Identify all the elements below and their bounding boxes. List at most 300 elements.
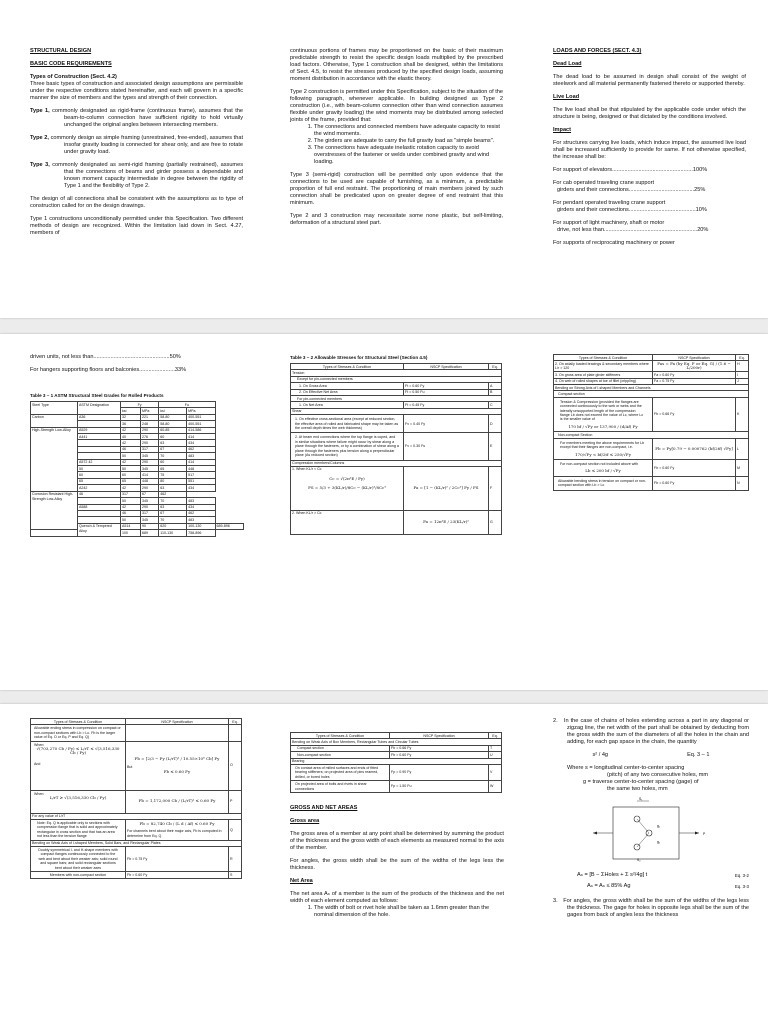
table-cell: 448 bbox=[141, 478, 159, 484]
label-g2: g₂ bbox=[657, 840, 661, 844]
steel-type-quench: Quench & Tempered Alloy bbox=[78, 523, 121, 536]
table-cell bbox=[31, 790, 126, 813]
table-header: Types of Stresses & Condition bbox=[291, 364, 404, 370]
table-cell: 65 bbox=[78, 478, 121, 484]
equation-number: Eq. 3-3 bbox=[734, 884, 749, 889]
table-cell: Bearing bbox=[291, 758, 502, 764]
table-cell: 290 bbox=[141, 504, 159, 510]
table-row bbox=[291, 415, 502, 433]
table-row bbox=[291, 781, 502, 793]
table-cell: 400-551 bbox=[187, 414, 215, 420]
table-cell: Fb = 0.60 Fy bbox=[653, 476, 736, 490]
table-header: ksi bbox=[159, 408, 187, 414]
equation-number: Eq. 3-2 bbox=[734, 873, 749, 878]
table-header: Types of Stresses & Condition bbox=[554, 355, 653, 361]
table-cell: G bbox=[489, 510, 502, 534]
table-cell: For pin-connected members bbox=[291, 396, 502, 402]
table-cell: F bbox=[489, 466, 502, 510]
table-cell: 110-130 bbox=[159, 530, 187, 536]
table-cell: 63 bbox=[159, 504, 187, 510]
table-cell bbox=[554, 459, 653, 476]
table-cell: 462 bbox=[159, 491, 187, 497]
compact-description: Tension & Compression (provided the flanges are connected continuously to the web or webs and the laterally unsupported length of the compression flange Lb does not exceed the value of Lc, where Lc is the smaller value of bbox=[560, 399, 644, 422]
compact-lc-equation: 170 bf / √Fy or 137,900 / (d/Af) Fy bbox=[568, 423, 638, 429]
table-header: ASTM Designation bbox=[78, 402, 121, 415]
table-cell: Fb = 0.75 Fy bbox=[126, 847, 229, 872]
where-line: g = traverse center-to-center spacing (gage) of bbox=[583, 779, 699, 785]
table-cell: 46 bbox=[121, 446, 141, 452]
table-cell: 689 bbox=[141, 530, 159, 536]
fb-p-equation: Fb = 1,172,000 Cb / (L/rT)² ≤ 0.60 Fy bbox=[126, 790, 229, 813]
basic-code-heading: BASIC CODE REQUIREMENTS bbox=[30, 61, 112, 67]
table-weak-axis-bearing bbox=[290, 732, 502, 793]
page3-column-3 bbox=[553, 718, 749, 925]
table-cell bbox=[31, 741, 126, 790]
table-header: NSCP Specification bbox=[653, 355, 736, 361]
table-cell: 63 bbox=[159, 485, 187, 491]
table-row bbox=[291, 466, 502, 510]
live-load-heading: Live Load bbox=[553, 94, 580, 100]
page-3 bbox=[0, 704, 768, 1024]
fb-q-note: For channels bent about their major axis, Fb is computed in determine from Eq. Q bbox=[127, 829, 222, 838]
net-area-equation: Aₙ = [B − ΣHoles + Σ s²/4g] t bbox=[577, 872, 648, 878]
table-cell: 70 bbox=[159, 498, 187, 504]
elevators-line: For support of elevators....................................................100% bbox=[553, 167, 708, 173]
table-cell: A572 42 bbox=[78, 459, 121, 465]
table-row bbox=[554, 397, 749, 431]
angles-text: For angles, the gross width shall be the sum of the widths of the legs less the thickness. The gage for holes in opposite legs shall be the sum of the gages from back of angles less the thickness bbox=[563, 898, 749, 918]
table-header: Eq. bbox=[489, 733, 502, 739]
page2-column-1 bbox=[30, 354, 245, 537]
table-row bbox=[31, 725, 242, 741]
table-cell bbox=[291, 466, 404, 510]
type1-paragraph bbox=[30, 108, 243, 129]
table-cell: U bbox=[489, 752, 502, 758]
table-header: Eq. bbox=[736, 355, 749, 361]
table-cell: 2. On axially loaded bracings & secondary members where L/r > 120 bbox=[554, 361, 653, 372]
table-cell: A441 bbox=[78, 434, 121, 440]
table-cell: 58-80 bbox=[159, 421, 187, 427]
table-cell: E bbox=[489, 433, 502, 460]
table-cell: 46 bbox=[78, 491, 121, 497]
table-cell: 42 bbox=[121, 427, 141, 433]
table-row bbox=[31, 847, 242, 872]
table-cell: 63 bbox=[159, 440, 187, 446]
table-header: NSCP Specification bbox=[404, 364, 489, 370]
label-p: P bbox=[703, 832, 706, 836]
cab-crane-line-2: girders and their connections..........................................25% bbox=[557, 187, 706, 193]
table-cell: Fp = 0.90 Fy bbox=[390, 765, 489, 781]
where-line: (pitch) of any two consecutive holes, mm bbox=[607, 772, 709, 778]
table-cell: S bbox=[229, 872, 242, 878]
gross-net-areas-heading: GROSS AND NET AREAS bbox=[290, 805, 358, 812]
table-cell: 345 bbox=[141, 453, 159, 459]
table-cell: 58-80 bbox=[159, 414, 187, 420]
table-cell: P bbox=[229, 790, 242, 813]
table-cell: Allowable ending stress in compression on compact or non-compact sections with Lb > Lc. Fb is the larger value of Eq. O or Eq. P and Eq. Q) bbox=[31, 725, 126, 741]
table-cell: 67 bbox=[141, 491, 159, 497]
list-item: 2. The girders are adequate to carry the full gravity load as "simple beams". bbox=[314, 138, 503, 145]
table-cell: 75 bbox=[159, 472, 187, 478]
table-cell: Fb = 0.60 Fy bbox=[390, 752, 489, 758]
table-3-2-caption: Table 3 – 2 Allowable Stresses for Structural Steel (Section 4.5) bbox=[290, 355, 428, 360]
reciprocating-line: For supports of reciprocating machinery or power bbox=[553, 240, 675, 246]
table-3-2 bbox=[290, 363, 502, 535]
steel-type-hsla: High-Strength Low-Alloy bbox=[31, 427, 78, 491]
table-cell: 36 bbox=[121, 421, 141, 427]
table-cell: 248 bbox=[141, 421, 159, 427]
pendant-crane-line-2: girders and their connections...........................................10% bbox=[557, 207, 707, 213]
fa2-equation: Fa = 12π²E / 23(KL/r)² bbox=[404, 510, 489, 534]
table-cell: 50 bbox=[121, 498, 141, 504]
table-cell: Ft = 0.50 Fu bbox=[404, 389, 489, 395]
structural-design-title: STRUCTURAL DESIGN bbox=[30, 48, 92, 54]
noncompact-description: For members meeting the above requirements for Lb except that their flanges are non-compact, i.e. bbox=[560, 440, 645, 450]
driven-units-line: driven units, not less than.................................................50% bbox=[30, 354, 181, 360]
chain-line bbox=[637, 833, 649, 847]
list-item: 1. The connections and connected members have adequate capacity to resist the wind moments. bbox=[314, 124, 503, 138]
table-cell: 65 bbox=[159, 466, 187, 472]
table-cell: 100 bbox=[121, 530, 141, 536]
table-cell: Compression members/Columns bbox=[291, 460, 502, 466]
table-row bbox=[291, 510, 502, 534]
table-cell: Bending on Weak Axis of I-shaped Members, Solid Bars, and Rectangular Plates bbox=[31, 840, 242, 846]
table-cell bbox=[126, 820, 229, 841]
table-header: Fy bbox=[121, 402, 159, 408]
table-cell: 67 bbox=[159, 446, 187, 452]
steel-type-corrosion: Corrosion Resistant High-Strength Low-Alloy bbox=[31, 491, 78, 529]
type2-conditions-list bbox=[290, 124, 503, 166]
table-cell: 42 bbox=[121, 440, 141, 446]
table-cell: 60-85 bbox=[159, 427, 187, 433]
table-cell: Shear bbox=[291, 408, 502, 414]
page1-column-1 bbox=[30, 48, 243, 243]
when-label: When: bbox=[34, 742, 45, 747]
notincluded-description: For non-compact section not included above with bbox=[560, 461, 639, 466]
table-cell: 290 bbox=[141, 485, 159, 491]
table-cell: On contact area of milled surfaces and ends of fitted bearing stiffeners; on projected area of pins reamed, drilled, or bored holes bbox=[291, 765, 390, 781]
page-2 bbox=[0, 334, 768, 690]
impact-heading: Impact bbox=[553, 127, 572, 133]
table-cell: 345 bbox=[141, 498, 159, 504]
table-cell: 1. On Gross Area bbox=[291, 383, 404, 389]
type3-text: commonly designated as semi-rigid framing (partially restrained), assumes that the connections of beams and girder possess a dependable and known moment capacity intermediate in degree between the rigidity of Type 1 and the flexibility of Type 2. bbox=[52, 162, 243, 189]
table-cell: 400-551 bbox=[187, 421, 215, 427]
table-cell: Fb = 0.66 Fy bbox=[390, 745, 489, 751]
page2-column-3 bbox=[553, 354, 749, 491]
table-cell: 483 bbox=[187, 453, 215, 459]
table-cell: Members with non-compact section bbox=[31, 872, 126, 878]
table-header: Eq. bbox=[229, 719, 242, 725]
item-number: 2. bbox=[553, 718, 558, 724]
table-cell: 32 bbox=[121, 414, 141, 420]
table-cell: Bending on Strong Axis of I-shaped Members and Channels bbox=[554, 385, 749, 391]
chain-line bbox=[637, 819, 649, 833]
table-cell: Fb = Fy[0.79 − 0.000762 (bf/2tf) √Fy] bbox=[653, 438, 736, 459]
table-header: NSCP Specification bbox=[126, 719, 229, 725]
net-area-heading: Net Area bbox=[290, 878, 313, 885]
when-label: When: bbox=[34, 791, 45, 796]
but-label: But bbox=[127, 765, 133, 770]
table-cell: 462 bbox=[187, 446, 215, 452]
table-cell: T bbox=[489, 745, 502, 751]
cc-equation: Cc = √(2π²E / Fy) bbox=[329, 475, 365, 481]
table-cell: 60 bbox=[78, 472, 121, 478]
table-cell: 462 bbox=[187, 510, 215, 516]
type3-construction-paragraph: Type 3 (semi-rigid) construction will be permitted only upon evidence that the connections to be used are capable of furnishing, as a minimum, a predictable proportion of full end restraint. The proportioning of main members joined by such connection shall be predicated upon on greater degree of end restraint that this minimum. bbox=[290, 172, 503, 206]
type2-paragraph bbox=[30, 135, 243, 156]
table-cell bbox=[229, 725, 242, 741]
table-cell: 50 bbox=[121, 466, 141, 472]
s2g-expression: s² / 4g bbox=[592, 752, 609, 758]
table-header: Eq. bbox=[489, 364, 502, 370]
table-cell: 42 bbox=[121, 485, 141, 491]
label-g1: g₁ bbox=[657, 824, 661, 828]
table-cell: 60 bbox=[159, 434, 187, 440]
types-intro: Three basic types of construction and associated design assumptions are permissible under the respective conditions stated hereinafter, and each will govern in a specific manner the size of members and the types and strength of their connection. bbox=[30, 81, 243, 101]
table-cell bbox=[31, 530, 78, 536]
table-cell: Allowable bending stress in tension on compact or non-compact section with Lb > Lc bbox=[554, 476, 653, 490]
net-area-paragraph: The net area Aₙ of a member is the sum of the products of the thickness and the net width of each element computed as follows: bbox=[290, 891, 504, 905]
table-cell: Compact section bbox=[291, 745, 390, 751]
table-cell: Ft = 0.60 Fy bbox=[404, 383, 489, 389]
table-cell: 483 bbox=[187, 498, 215, 504]
table-cell: A514 bbox=[121, 523, 141, 529]
cab-crane-line-1: For cab operated traveling crane support bbox=[553, 180, 655, 186]
table-cell: Bending on Weak Axis of Box Members, Rectangular Tubes and Circular Tubes bbox=[291, 739, 502, 745]
table-cell: V bbox=[489, 765, 502, 781]
table-cell: Q bbox=[229, 820, 242, 841]
table-3-2-continued bbox=[553, 354, 749, 491]
table-cell: 434 bbox=[187, 440, 215, 446]
table-row bbox=[291, 433, 502, 460]
dead-load-heading: Dead Load bbox=[553, 61, 582, 67]
gross-area-heading: Gross area bbox=[290, 818, 320, 825]
table-cell: 1. On Net Area bbox=[291, 402, 404, 408]
table-cell: On projected area of bolts and rivets in shear connections bbox=[291, 781, 390, 793]
table-cell: 620 bbox=[159, 523, 187, 529]
table-cell: 221 bbox=[141, 414, 159, 420]
table-row bbox=[554, 438, 749, 459]
table-cell: 290 bbox=[141, 427, 159, 433]
type3-label: Type 3, bbox=[30, 162, 50, 168]
table-cell: 65 bbox=[121, 478, 141, 484]
table-header: MPa bbox=[141, 408, 159, 414]
label-s2: S₂ bbox=[637, 858, 641, 862]
table-cell bbox=[126, 741, 229, 790]
table-header: Fu bbox=[159, 402, 215, 408]
table-cell: 42 bbox=[121, 459, 141, 465]
table-row bbox=[291, 765, 502, 781]
table-header: Steel Type bbox=[31, 402, 78, 415]
table-cell: Fa = 0.75 Fy bbox=[653, 378, 736, 384]
table-row bbox=[31, 741, 242, 790]
table-cell: N bbox=[736, 476, 749, 490]
table-cell: R bbox=[229, 847, 242, 872]
condition-o-equation: √(703,270 Cb / Fy) ≤ L/rT ≤ √(3,516,330 Cb / Fy) bbox=[36, 746, 120, 756]
table-cell: 517 bbox=[187, 472, 215, 478]
table-cell: W bbox=[489, 781, 502, 793]
table-cell bbox=[126, 725, 229, 741]
table-cell: 2. At beam end connections where the top flange is coped, and in similar situations where failure might occur by shear along a plane through the fasteners, or by a combination of shear along a plane through the fasteners plus tension along a perpendicular plane (As reduced section) bbox=[291, 433, 404, 460]
table-3-1 bbox=[30, 401, 244, 537]
table-cell: M bbox=[736, 459, 749, 476]
table-header: Types of Stresses & Condition bbox=[291, 733, 390, 739]
table-cell: 70 bbox=[159, 517, 187, 523]
angles-paragraph bbox=[553, 898, 749, 919]
fb-q-equation: Fb = 82,740 Cb / (L d / Af) ≤ 0.60 Fy bbox=[139, 820, 215, 826]
table-header: MPa bbox=[187, 408, 215, 414]
chain-holes-text: In the case of chains of holes extending across a part in any diagonal or zigzag line, the net width of the part shall be obtained by deducting from the gross width the sum of the diameters of all the holes in the chain and adding, for each gap space in the chain, the quantity bbox=[563, 718, 749, 745]
table-cell: C bbox=[489, 402, 502, 408]
label-s1: S₁ bbox=[639, 797, 643, 801]
table-cell: Fp = 1.50 Fu bbox=[390, 781, 489, 793]
table-row bbox=[31, 530, 244, 536]
table-cell: 551 bbox=[187, 478, 215, 484]
fs-equation: FS = 5/3 + 3(KL/r)/8Cc − (KL/r)³/8Cc³ bbox=[308, 485, 386, 491]
table-cell: 317 bbox=[121, 491, 141, 497]
table-cell: Except for pin-connected members bbox=[291, 376, 502, 382]
table-cell: 3. On gross area of plate girder stiffeners bbox=[554, 372, 653, 378]
list-item: 3. The connections have adequate inelastic rotation capacity to avoid overstresses of the fastener or welds under combined gravity and wind loading. bbox=[314, 145, 503, 166]
and-label: And bbox=[34, 761, 41, 766]
type2-text: commonly design as simple framing (unrestrained, free-ended), assumes that insofar gravity loading is connected for shear only, and are free to rotate under gravity load. bbox=[50, 135, 243, 155]
page2-column-2 bbox=[290, 354, 502, 535]
table-cell: A242 bbox=[78, 485, 121, 491]
table-row bbox=[31, 872, 242, 878]
table-cell: 42 bbox=[121, 504, 141, 510]
table-cell: I bbox=[736, 372, 749, 378]
type2-construction-paragraph: Type 2 construction is permitted under this Specification, subject to the situation of the following paragraph, whenever applicable. In building designed as Type 2 construction (i.e., with beam-column connection other than wind connection assumes flexible under gravity loading) the wind moments may be distributed among selected joints of the frame, provided that: bbox=[290, 89, 503, 123]
fa-equation: Fa = [1 − (KL/r)² / 2Cc²] Fy / FS bbox=[404, 466, 489, 510]
table-cell: A588 bbox=[78, 504, 121, 510]
table-cell: Tension bbox=[291, 370, 502, 376]
continuous-frames-paragraph: continuous portions of frames may be proportioned on the basic of their maximum predictable strength to resist the specific design loads multiplied by the prescribed load factors. Otherwise, Type 1 construction shall be designed, within the limitations of Sect. 4.5, to resist the stresses produced by the specified design loads, assuming moment distribution in accordance with the elastic theory. bbox=[290, 48, 503, 82]
table-cell: 100-130 bbox=[187, 523, 215, 529]
type1-label: Type 1, bbox=[30, 108, 50, 114]
type2-type3-deformation-paragraph: Type 2 and 3 construction may necessitate some none plastic, but self-limiting, deformation of a structural steel part. bbox=[290, 213, 503, 226]
light-machinery-line-2: drive, not less than............................................................20% bbox=[557, 227, 709, 233]
table-cell: Fb = 0.60 Fy bbox=[653, 459, 736, 476]
table-cell: Doubly symmetrical I- and H-shape members with compact flanges continuously connected to the web and bent about their weaker axis; solid round and square bars; and solid rectangular sections bent about their weaker axes bbox=[31, 847, 126, 872]
table-cell: A bbox=[489, 383, 502, 389]
fb-o-equation: Fb = [2/3 − Fy (L/rT)² / 10.55×10⁶ Cb] Fy bbox=[134, 756, 220, 762]
table-row bbox=[554, 476, 749, 490]
table-row bbox=[31, 820, 242, 841]
item-number: 3. bbox=[553, 898, 558, 904]
table-header: Types of Stresses & Condition bbox=[31, 719, 126, 725]
table-cell: 434 bbox=[187, 504, 215, 510]
table-cell: H bbox=[736, 361, 749, 372]
page1-column-2 bbox=[290, 48, 503, 233]
table-cell: 345 bbox=[141, 517, 159, 523]
table-cell: 414 bbox=[187, 459, 215, 465]
table-cell: Fas = Fa (by Eq. F or Eq. G) / (1.6 − L/200r) bbox=[653, 361, 736, 372]
table-row bbox=[554, 459, 749, 476]
table-cell: 414 bbox=[141, 472, 159, 478]
table-cell: 317 bbox=[141, 446, 159, 452]
page1-column-3 bbox=[553, 48, 746, 253]
table-cell: 276 bbox=[141, 434, 159, 440]
table-cell: 40 bbox=[121, 434, 141, 440]
equation-3-2 bbox=[553, 872, 749, 879]
live-load-text: The live load shall be that stipulated by the applicable code under which the structure is being, designed or that dictated by the conditions involved. bbox=[553, 107, 746, 120]
noncompact-range-equation: 170/√Fy < bf/2tf ≤ 250/√Fy bbox=[575, 451, 631, 457]
table-cell bbox=[554, 438, 653, 459]
loads-forces-title: LOADS AND FORCES (SECT. 4.3) bbox=[553, 48, 642, 54]
table-cell: Ft = 0.45 Fy bbox=[404, 402, 489, 408]
light-machinery-line-1: For support of light machinery, shaft or motor bbox=[553, 220, 665, 226]
table-cell: J bbox=[736, 378, 749, 384]
table-cell: 290 bbox=[141, 459, 159, 465]
net-area-list bbox=[290, 905, 504, 919]
type2-label: Type 2, bbox=[30, 135, 49, 141]
table-3-1-caption: Table 3 – 1 ASTM Structural Steel Grades for Rolled Products bbox=[30, 393, 164, 398]
arrow-head-left bbox=[593, 832, 597, 835]
table-cell: 90 bbox=[141, 523, 159, 529]
page3-column-1 bbox=[30, 718, 242, 879]
type1-text: commonly designated as rigid-frame (continuous frame), assumes that the beam-to-column connection have sufficient rigidity to hold virtually unchanged the original angles between intersecting members. bbox=[52, 108, 243, 128]
table-cell: K bbox=[736, 397, 749, 431]
table-cell: 80 bbox=[159, 478, 187, 484]
table-cell: Non-compact Section bbox=[554, 432, 749, 438]
table-cell: 345 bbox=[141, 466, 159, 472]
table-cell: 414-586 bbox=[187, 427, 215, 433]
equation-3-1 bbox=[553, 752, 749, 759]
table-header: ksi bbox=[121, 408, 141, 414]
table-cell: 689-896 bbox=[215, 523, 243, 529]
table-cell: Fb = 0.66 Fy bbox=[653, 397, 736, 431]
table-cell: 46 bbox=[121, 510, 141, 516]
design-connections-paragraph: The design of all connections shall be consistent with the assumptions as to type of construction called for on the design drawings. bbox=[30, 196, 243, 209]
table-cell: 50 bbox=[121, 453, 141, 459]
table-cell: Fb = 0.60 Fy bbox=[126, 872, 229, 878]
table-cell: A529 bbox=[78, 427, 121, 433]
steel-type-carbon: Carbon bbox=[31, 414, 78, 427]
table-cell: B bbox=[489, 389, 502, 395]
where-line: the same two holes, mm bbox=[607, 786, 668, 792]
table-cell bbox=[554, 397, 653, 431]
table-cell: 414 bbox=[187, 434, 215, 440]
table-cell: Compact section bbox=[554, 391, 749, 397]
table-cell: 2. On Effective Net Area bbox=[291, 389, 404, 395]
table-cell: 1. On effective cross-sectional area (except at reduced section, the effective area of rolled and fabricated shape may be taken as the overall depth times the web thickness) bbox=[291, 415, 404, 433]
table-cell: 448 bbox=[187, 466, 215, 472]
table-header: NSCP Specification bbox=[390, 733, 489, 739]
gross-area-paragraph-2: For angles, the gross width shall be the sum of the widths of the legs less the thickness. bbox=[290, 858, 504, 872]
chain-holes-paragraph bbox=[553, 718, 749, 746]
table-cell: A36 bbox=[78, 414, 121, 420]
table-cell: L bbox=[736, 438, 749, 459]
table-cell: 758-896 bbox=[187, 530, 215, 536]
table-cell: Fa = 0.60 Fy bbox=[653, 372, 736, 378]
table-cell: 50 bbox=[121, 517, 141, 523]
table-cell: 4. On web of rolled shapes at toe of fillet (crippling) bbox=[554, 378, 653, 384]
condition-p-equation: L/rT ≥ √(3,516,330 Cb / Fy) bbox=[49, 795, 107, 801]
table-cell: 70 bbox=[159, 453, 187, 459]
pendant-crane-line-1: For pendant operated traveling crane support bbox=[553, 200, 666, 206]
type3-paragraph bbox=[30, 162, 243, 190]
table-cell: 483 bbox=[187, 517, 215, 523]
dead-load-text: The dead load to be assumed in design shall consist of the weight of steelwork and all material permanently fastened thereto or supported thereby. bbox=[553, 74, 746, 87]
equation-3-3 bbox=[553, 883, 749, 890]
list-item: 1. The width of bolt or rivet hole shall be taken as 1.6mm greater than the nominal dimension of the hole. bbox=[314, 905, 504, 919]
table-cell: 50 bbox=[78, 466, 121, 472]
table-cell: 60 bbox=[121, 472, 141, 478]
types-heading: Types of Construction (Sect. 4.2) bbox=[30, 74, 117, 80]
table-cell: 290 bbox=[141, 440, 159, 446]
impact-text: For structures carrying live loads, which induce impact, the assumed live load shall be increased sufficiently to provide for same. If not otherwise specified, the increase shall be: bbox=[553, 140, 746, 160]
